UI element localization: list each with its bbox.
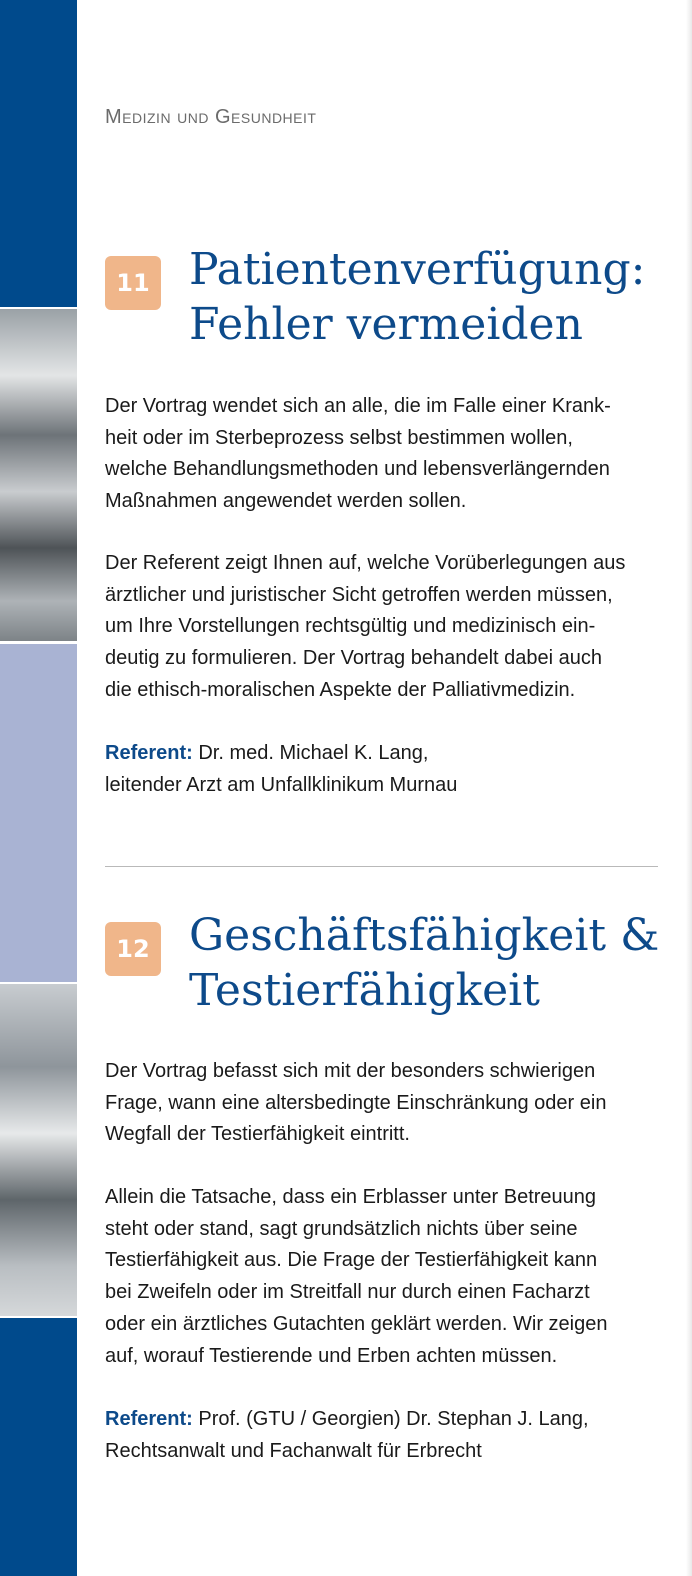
paragraph-line: Testierfähigkeit aus. Die Frage der Testierfähigkeit kann	[105, 1249, 598, 1272]
entry-title-line: Patientenverfügung:	[189, 244, 646, 295]
entry-title-line: Testierfähigkeit	[189, 965, 540, 1016]
paragraph-line: Der Vortrag befasst sich mit der besonders schwierigen	[105, 1060, 596, 1082]
left-strip-blue-top	[0, 0, 77, 307]
stethoscope-photo	[0, 309, 77, 641]
paragraph-line: Maßnahmen angewendet werden sollen.	[105, 490, 467, 513]
referent-line	[105, 738, 665, 770]
referent-name: Dr. med. Michael K. Lang,	[192, 742, 429, 764]
entry-paragraph	[105, 548, 665, 707]
referent-line	[105, 1404, 665, 1436]
paragraph-line: Wegfall der Testierfähigkeit eintritt.	[105, 1123, 410, 1146]
paragraph-line: die ethisch-moralischen Aspekte der Palliativmedizin.	[105, 678, 576, 701]
paragraph-line: auf, worauf Testierende und Erben achten müssen.	[105, 1344, 558, 1367]
referent-block	[105, 738, 665, 801]
entry-title	[189, 242, 659, 352]
paragraph-line: heit oder im Sterbeprozess selbst bestimmen wollen,	[105, 426, 573, 449]
paragraph-line: oder ein ärztliches Gutachten geklärt werden. Wir zeigen	[105, 1312, 608, 1335]
section-label: Medizin und Gesundheit	[105, 106, 317, 128]
entry-number-badge: 11	[105, 256, 161, 310]
paragraph-line: steht oder stand, sagt grundsätzlich nichts über seine	[105, 1217, 578, 1240]
paragraph-line: bei Zweifeln oder im Streitfall nur durch einen Facharzt	[105, 1281, 590, 1304]
section-divider	[105, 866, 658, 867]
paragraph-line: Allein die Tatsache, dass ein Erblasser unter Betreuung	[105, 1186, 597, 1208]
paragraph-line: deutig zu formulieren. Der Vortrag behandelt dabei auch	[105, 647, 602, 670]
paragraph-line: Frage, wann eine altersbedingte Einschränkung oder ein	[105, 1091, 607, 1114]
referent-label: Referent:	[105, 742, 193, 764]
left-strip-lavender	[0, 644, 77, 982]
referent-name: Prof. (GTU / Georgien) Dr. Stephan J. Lang,	[192, 1408, 589, 1430]
referent-role: Rechtsanwalt und Fachanwalt für Erbrecht	[105, 1439, 482, 1462]
referent-block	[105, 1404, 665, 1467]
referent-role: leitender Arzt am Unfallklinikum Murnau	[105, 773, 458, 796]
syringe-photo	[0, 984, 77, 1316]
referent-label: Referent:	[105, 1408, 193, 1430]
entry-paragraph	[105, 1056, 665, 1151]
left-strip-blue-bottom	[0, 1318, 77, 1576]
paragraph-line: Der Vortrag wendet sich an alle, die im Falle einer Krank-	[105, 395, 611, 417]
paragraph-line: ärztlicher und juristischer Sicht getroffen werden müssen,	[105, 583, 613, 606]
paragraph-line: Der Referent zeigt Ihnen auf, welche Vorüberlegungen aus	[105, 552, 626, 574]
entry-title	[189, 908, 659, 1018]
entry-title-line: Fehler vermeiden	[189, 299, 583, 350]
page-edge-shadow	[686, 0, 692, 1576]
entry-paragraph	[105, 1182, 665, 1372]
paragraph-line: welche Behandlungsmethoden und lebensverlängernden	[105, 458, 610, 481]
entry-title-line: Geschäftsfähigkeit &	[189, 910, 660, 961]
entry-number-badge: 12	[105, 922, 161, 976]
entry-paragraph	[105, 391, 665, 518]
paragraph-line: um Ihre Vorstellungen rechtsgültig und medizinisch ein-	[105, 615, 596, 638]
